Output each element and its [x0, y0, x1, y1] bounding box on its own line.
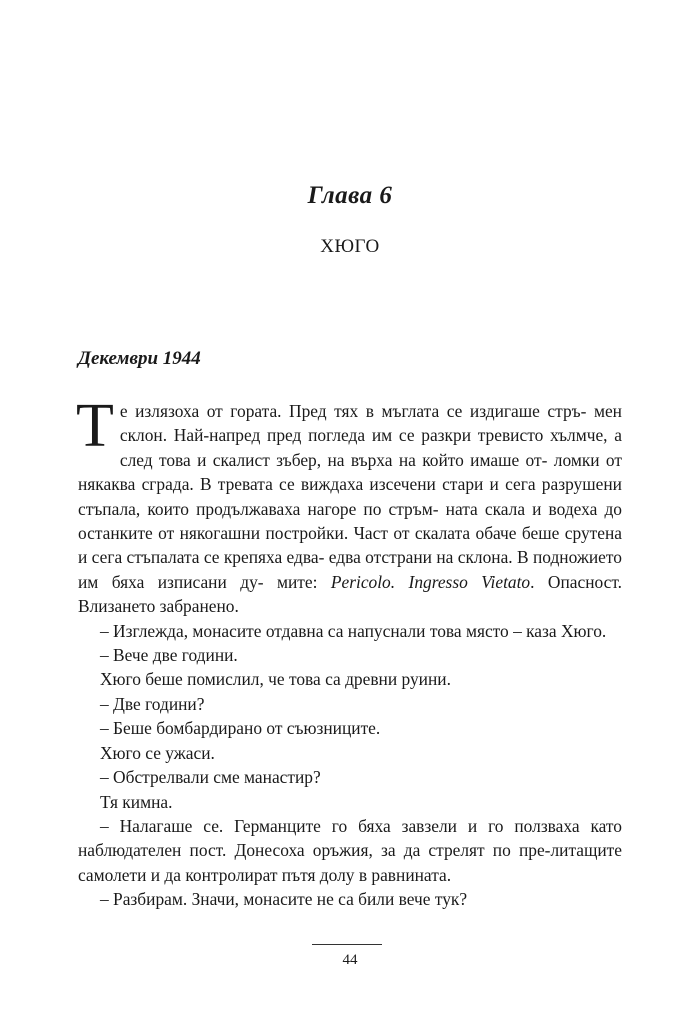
paragraph-6: – Беше бомбардирано от съюзниците.	[100, 718, 381, 739]
chapter-subtitle: ХЮГО	[320, 236, 380, 257]
p1-last-suffix: . Опасност. Влизането забранено.	[78, 571, 623, 617]
paragraph-5: – Две години?	[100, 693, 205, 714]
chapter-title: Глава 6	[307, 182, 393, 209]
paragraph-7: Хюго се ужаси.	[100, 742, 215, 763]
paragraph-11: – Разбирам. Значи, монасите не са били вече тук?	[100, 889, 468, 910]
p1-line-4: ломки от някаква сграда. В тревата се виждаха изсечени стари и	[78, 449, 622, 495]
footer-divider	[312, 944, 382, 945]
paragraph-3: – Вече две години.	[100, 645, 238, 666]
p1-line-6: ната скала и водеха до останките от някогашни постройки. Част	[78, 498, 622, 544]
p1-line-7: от скалата обаче беше срутена и сега стъпалата се крепяха едва-	[78, 523, 622, 568]
p1-line-3: хълмче, а след това и скалист зъбер, на върха на който имаше от-	[119, 425, 622, 470]
paragraph-8: – Обстрелвали сме манастир?	[100, 767, 321, 788]
p1-line-1: е излязоха от гората. Пред тях в мъглата се издигаше стръ-	[119, 401, 587, 421]
p1-last-prefix: мите:	[276, 571, 331, 592]
paragraph-2: – Изглежда, монасите отдавна са напуснали това място – каза Хюго.	[100, 620, 607, 641]
body-text	[76, 392, 623, 912]
p1-italic-phrase: Pericolo. Ingresso Vietato	[330, 571, 531, 592]
paragraph-9: Тя кимна.	[100, 791, 173, 812]
paragraph-10: – Налагаше се. Германците го бяха завзели и го ползваха като наблюдателен пост. Донесоха оръжия, за да стрелят по пре-литащите самолети и да контролират пътя долу в равнината.	[78, 815, 622, 885]
p1-line-5: сега разрушени стъпала, които продължаваха нагоре по стръм-	[78, 474, 622, 519]
paragraph-1	[76, 392, 623, 619]
page-number: 44	[342, 952, 358, 968]
paragraph-4: Хюго беше помислил, че това са древни руини.	[100, 669, 451, 690]
section-heading: Декември 1944	[78, 348, 201, 369]
p1-line-8: едва отстрани на склона. В подножието им бяха изписани ду-	[78, 547, 622, 592]
drop-cap: Т	[76, 392, 114, 460]
p1-line-2: мен склон. Най-напред пред погледа им се разкри тревисто	[119, 401, 622, 446]
